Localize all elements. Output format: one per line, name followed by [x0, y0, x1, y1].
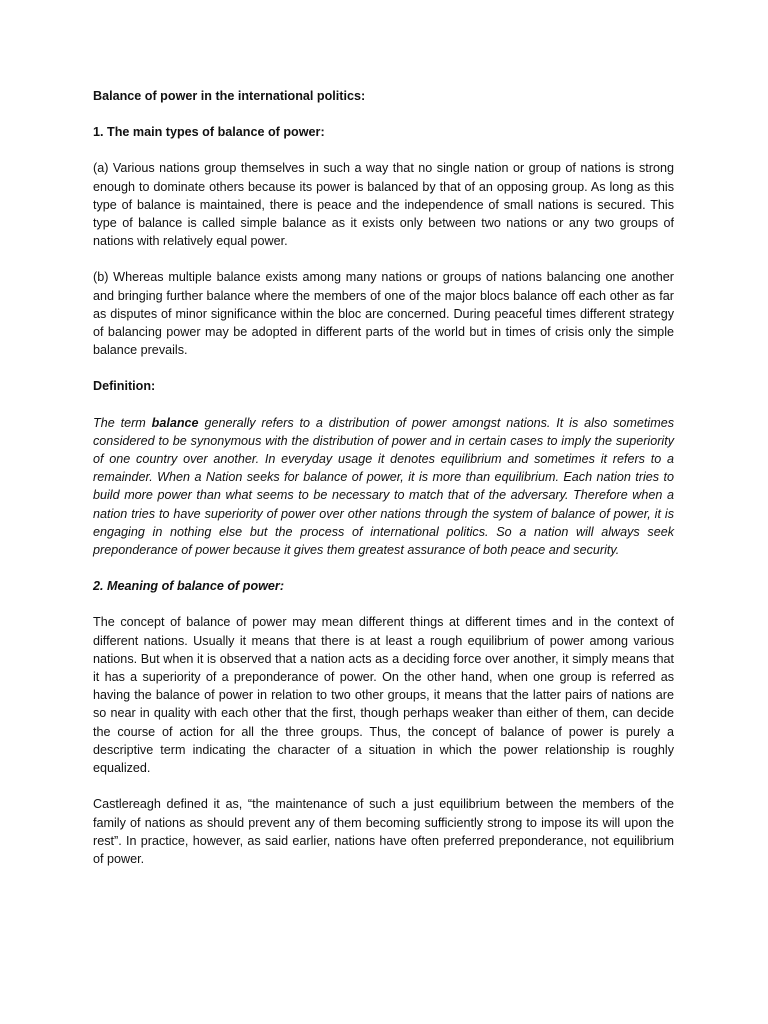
- definition-text-start: The term: [93, 415, 152, 430]
- definition-heading: Definition:: [93, 379, 156, 394]
- paragraph-b: (b) Whereas multiple balance exists among many nations or groups of nations balancing one another and bringing further balance where the members of one of the major blocs balance off each other as far as disputes of minor significance within the bloc are concerned. During peaceful times different strategy of balancing power may be adopted in different parts of the world but in times of crisis only the simple balance prevails.: [93, 270, 674, 358]
- meaning-paragraph: The concept of balance of power may mean different things at different times and in the context of different nations. Usually it means that there is at least a rough equilibrium of power among various nations. But when it is observed that a nation acts as a deciding force over another, it simply means that it has a superiority of a preponderance of power. On the other hand, when one group is referred as having the balance of power in relation to two other groups, it means that the latter pairs of nations are so near in quality with each other that the first, though perhaps weaker than either of them, can decide the course of action for all the three groups. Thus, the concept of balance of power is purely a descriptive term indicating the character of a situation in which the power relationship is roughly equalized.: [93, 615, 674, 776]
- document-page: [93, 87, 674, 868]
- definition-bold-term: balance: [151, 415, 199, 430]
- section-2-heading: 2. Meaning of balance of power:: [93, 579, 285, 594]
- definition-text-rest: generally refers to a distribution of power amongst nations. It is also sometimes considered to be synonymous with the distribution of power and in certain cases to imply the superiority of one country over another. In everyday usage it denotes equilibrium and sometimes it refers to a remainder. When a Nation seeks for balance of power, it is more than equilibrium. Each nation tries to build more power than what seems to be necessary to match that of the adversary. Therefore when a nation tries to have superiority of power over other nations through the system of balance of power, it is engaging in nothing else but the process of international politics. So a nation will always seek preponderance of power because it gives them greatest assurance of both peace and security.: [93, 415, 674, 558]
- paragraph-a: (a) Various nations group themselves in such a way that no single nation or group of nations is strong enough to dominate others because its power is balanced by that of an opposing group. As long as this type of balance is maintained, there is peace and the independence of small nations is secured. This type of balance is called simple balance as it exists only between two nations or any two groups of nations with relatively equal power.: [93, 161, 674, 249]
- section-1-heading: 1. The main types of balance of power:: [93, 125, 325, 140]
- castlereagh-paragraph: Castlereagh defined it as, “the maintenance of such a just equilibrium between the members of the family of nations as should prevent any of them becoming sufficiently strong to impose its will upon the rest”. In practice, however, as said earlier, nations have often preferred preponderance, not equilibrium of power.: [93, 797, 674, 866]
- document-title: Balance of power in the international politics:: [93, 89, 366, 103]
- definition-paragraph: [93, 414, 674, 560]
